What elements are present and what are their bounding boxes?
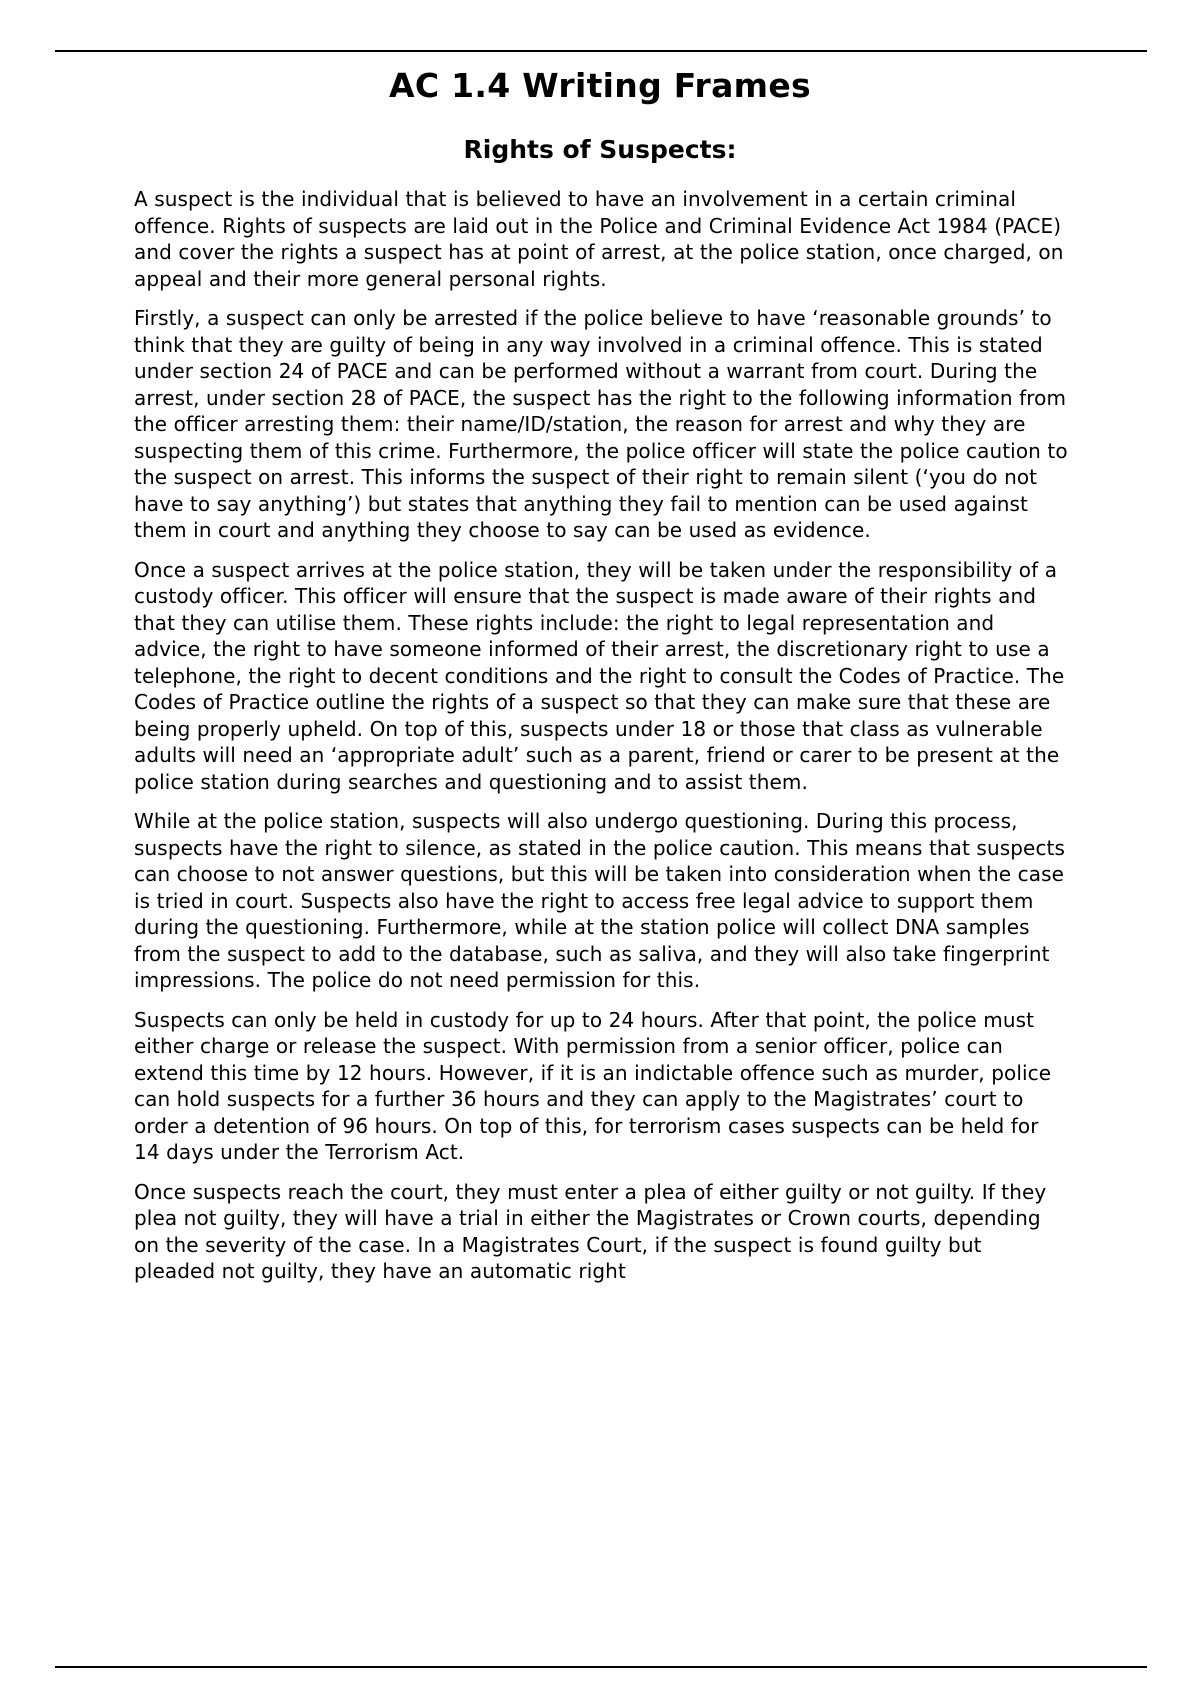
document-title: AC 1.4 Writing Frames [389,66,811,105]
paragraph: Firstly, a suspect can only be arrested if the police believe to have ‘reasonable grounds’ to think that they are guilty of being in any way involved in a criminal offence. This is stated under section 24 of PACE and can be performed without a warrant from court. During the arrest, under section 28 of PACE, the suspect has the right to the following information from the officer arresting them: their name/ID/station, the reason for arrest and why they are suspecting them of this crime. Furthermore, the police officer will state the police caution to the suspect on arrest. This informs the suspect of their right to remain silent (‘you do not have to say anything’) but states that anything they fail to mention can be used against them in court and anything they choose to say can be used as evidence. [134,306,1068,542]
paragraph: Once a suspect arrives at the police station, they will be taken under the responsibility of a custody officer. This officer will ensure that the suspect is made aware of their rights and that they can utilise them. These rights include: the right to legal representation and advice, the right to have someone informed of their arrest, the discretionary right to use a telephone, the right to decent conditions and the right to consult the Codes of Practice. The Codes of Practice outline the rights of a suspect so that they can make sure that these are being properly upheld. On top of this, suspects under 18 or those that class as vulnerable adults will need an ‘appropriate adult’ such as a parent, friend or carer to be present at the police station during searches and questioning and to assist them. [134,557,1065,794]
document-body [134,186,1068,1285]
paragraph: A suspect is the individual that is believed to have an involvement in a certain criminal offence. Rights of suspects are laid out in the Police and Criminal Evidence Act 1984 (PACE) and cover the rights a suspect has at point of arrest, at the police station, once charged, on appeal and their more general personal rights. [134,187,1064,291]
paragraph: Suspects can only be held in custody for up to 24 hours. After that point, the police must either charge or release the suspect. With permission from a senior officer, police can extend this time by 12 hours. However, if it is an indictable offence such as murder, police can hold suspects for a further 36 hours and they can apply to the Magistrates’ court to order a detention of 96 hours. On top of this, for terrorism cases suspects can be held for 14 days under the Terrorism Act. [134,1007,1052,1164]
paragraph: While at the police station, suspects will also undergo questioning. During this process, suspects have the right to silence, as stated in the police caution. This means that suspects can choose to not answer questions, but this will be taken into consideration when the case is tried in court. Suspects also have the right to access free legal advice to support them during the questioning. Furthermore, while at the station police will collect DNA samples from the suspect to add to the database, such as saliva, and they will also take fingerprint impressions. The police do not need permission for this. [134,809,1065,992]
bottom-rule [55,1666,1147,1668]
paragraph: Once suspects reach the court, they must enter a plea of either guilty or not guilty. If they plea not guilty, they will have a trial in either the Magistrates or Crown courts, depending on the severity of the case. In a Magistrates Court, if the suspect is found guilty but pleaded not guilty, they have an automatic right [134,1179,1047,1283]
section-heading: Rights of Suspects: [463,135,737,164]
top-rule [55,50,1147,52]
